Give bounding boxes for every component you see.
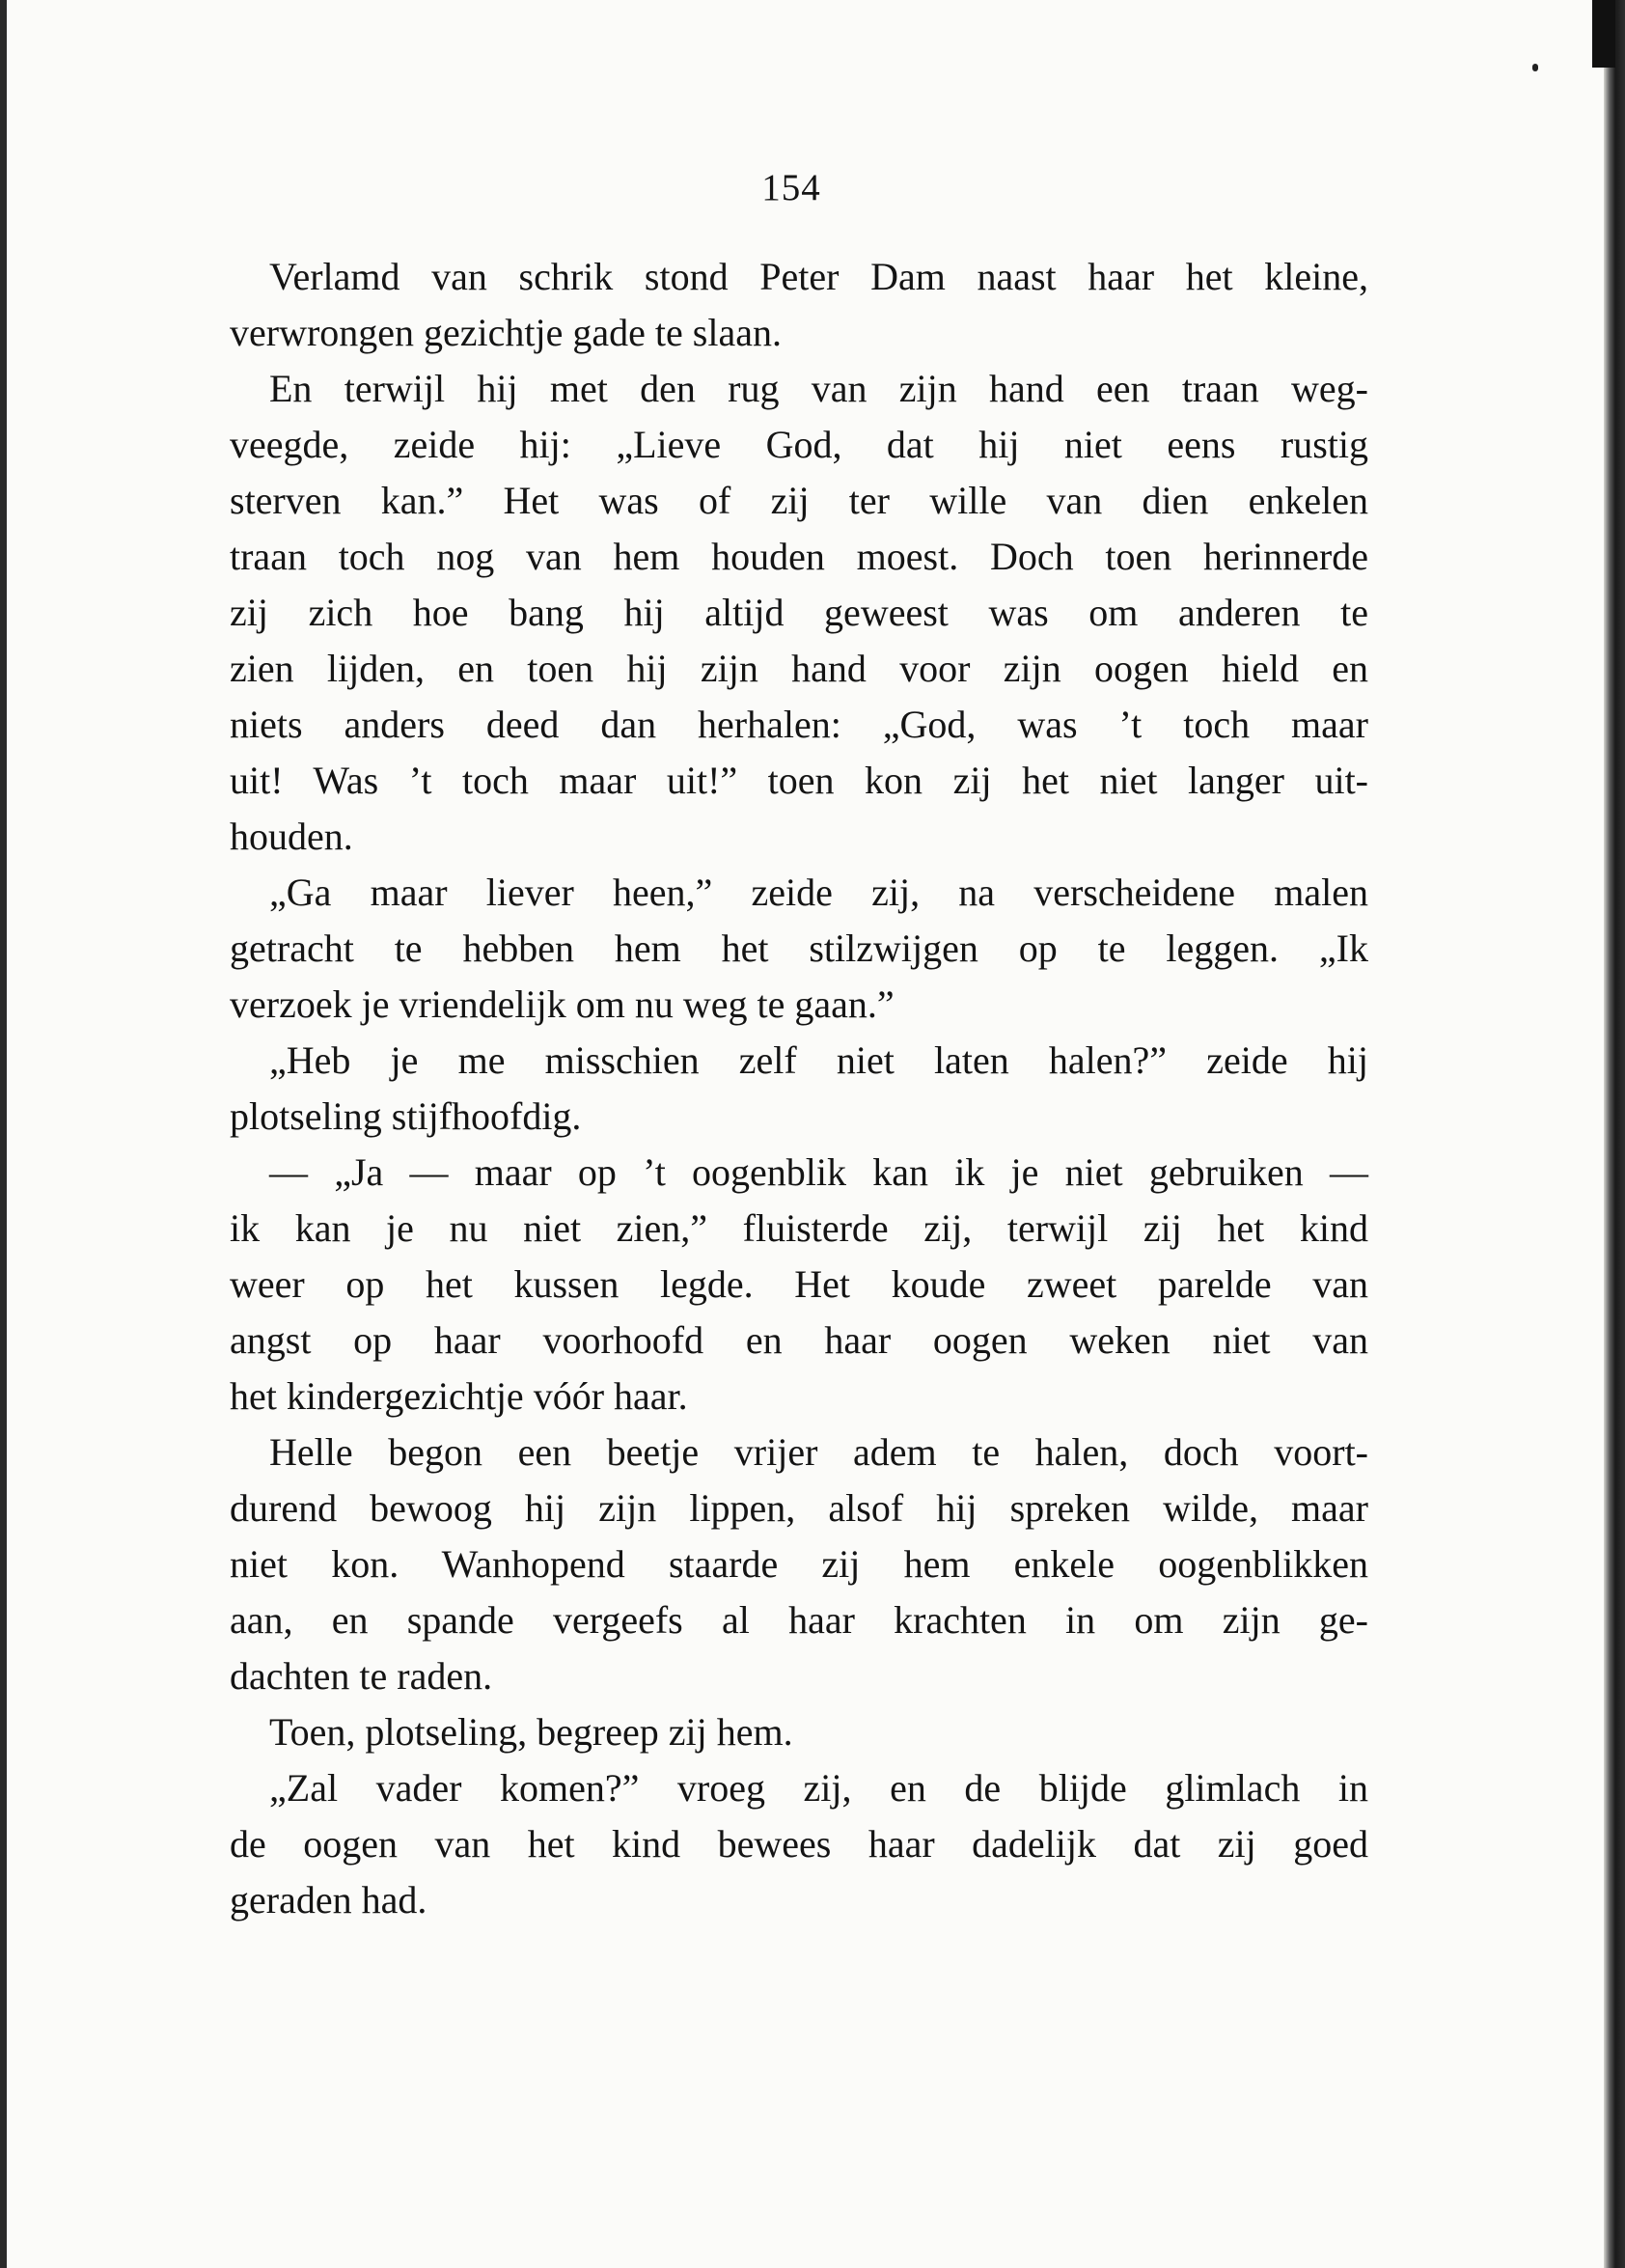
text-line: „Heb je me misschien zelf niet laten halen?” zeide hij: [269, 1038, 1368, 1082]
text-line: „Ga maar liever heen,” zeide zij, na verscheidene malen: [269, 871, 1368, 914]
text-line: — „Ja — maar op ’t oogenblik kan ik je niet gebruiken —: [269, 1150, 1368, 1194]
text-line: niets anders deed dan herhalen: „God, was ’t toch maar: [230, 703, 1368, 746]
text-line: uit! Was ’t toch maar uit!” toen kon zij het niet langer uit-: [230, 759, 1368, 802]
text-line: Toen, plotseling, begreep zij hem.: [269, 1710, 793, 1754]
text-line: Verlamd van schrik stond Peter Dam naast haar het kleine,: [269, 255, 1368, 298]
text-line: traan toch nog van hem houden moest. Doch toen herinnerde: [230, 535, 1368, 578]
text-line: En terwijl hij met den rug van zijn hand een traan weg-: [269, 367, 1368, 410]
text-line: houden.: [230, 815, 353, 858]
text-line: veegde, zeide hij: „Lieve God, dat hij niet eens rustig: [230, 423, 1368, 466]
text-line: verzoek je vriendelijk om nu weg te gaan.”: [230, 982, 895, 1026]
text-line: het kindergezichtje vóór haar.: [230, 1374, 688, 1418]
text-line: zij zich hoe bang hij altijd geweest was om anderen te: [230, 591, 1368, 634]
scan-border-right: [1604, 0, 1625, 2268]
text-line: „Zal vader komen?” vroeg zij, en de blijde glimlach in: [269, 1766, 1368, 1810]
text-line: ik kan je nu niet zien,” fluisterde zij, terwijl zij het kind: [230, 1206, 1368, 1250]
text-line: getracht te hebben hem het stilzwijgen op te leggen. „Ik: [230, 927, 1368, 970]
text-line: verwrongen gezichtje gade te slaan.: [230, 311, 782, 354]
text-line: weer op het kussen legde. Het koude zweet parelde van: [230, 1262, 1368, 1306]
text-line: de oogen van het kind bewees haar dadelijk dat zij goed: [230, 1822, 1368, 1866]
text-line: plotseling stijfhoofdig.: [230, 1094, 582, 1138]
text-line: aan, en spande vergeefs al haar krachten in om zijn ge-: [230, 1598, 1368, 1642]
text-line: sterven kan.” Het was of zij ter wille van dien enkelen: [230, 479, 1368, 522]
text-line: zien lijden, en toen hij zijn hand voor zijn oogen hield en: [230, 647, 1368, 690]
text-line: dachten te raden.: [230, 1654, 493, 1698]
text-line: angst op haar voorhoofd en haar oogen weken niet van: [230, 1318, 1368, 1362]
text-line: niet kon. Wanhopend staarde zij hem enkele oogenblikken: [230, 1542, 1368, 1586]
text-line: durend bewoog hij zijn lippen, alsof hij spreken wilde, maar: [230, 1486, 1368, 1530]
ink-speck: [1532, 64, 1538, 71]
text-line: geraden had.: [230, 1878, 427, 1922]
scan-border-left: [0, 0, 7, 2268]
page-number: 154: [761, 167, 821, 208]
scan-border-right-top: [1592, 0, 1615, 68]
body-text: [230, 249, 1368, 1928]
text-line: Helle begon een beetje vrijer adem te halen, doch voort-: [269, 1430, 1368, 1474]
